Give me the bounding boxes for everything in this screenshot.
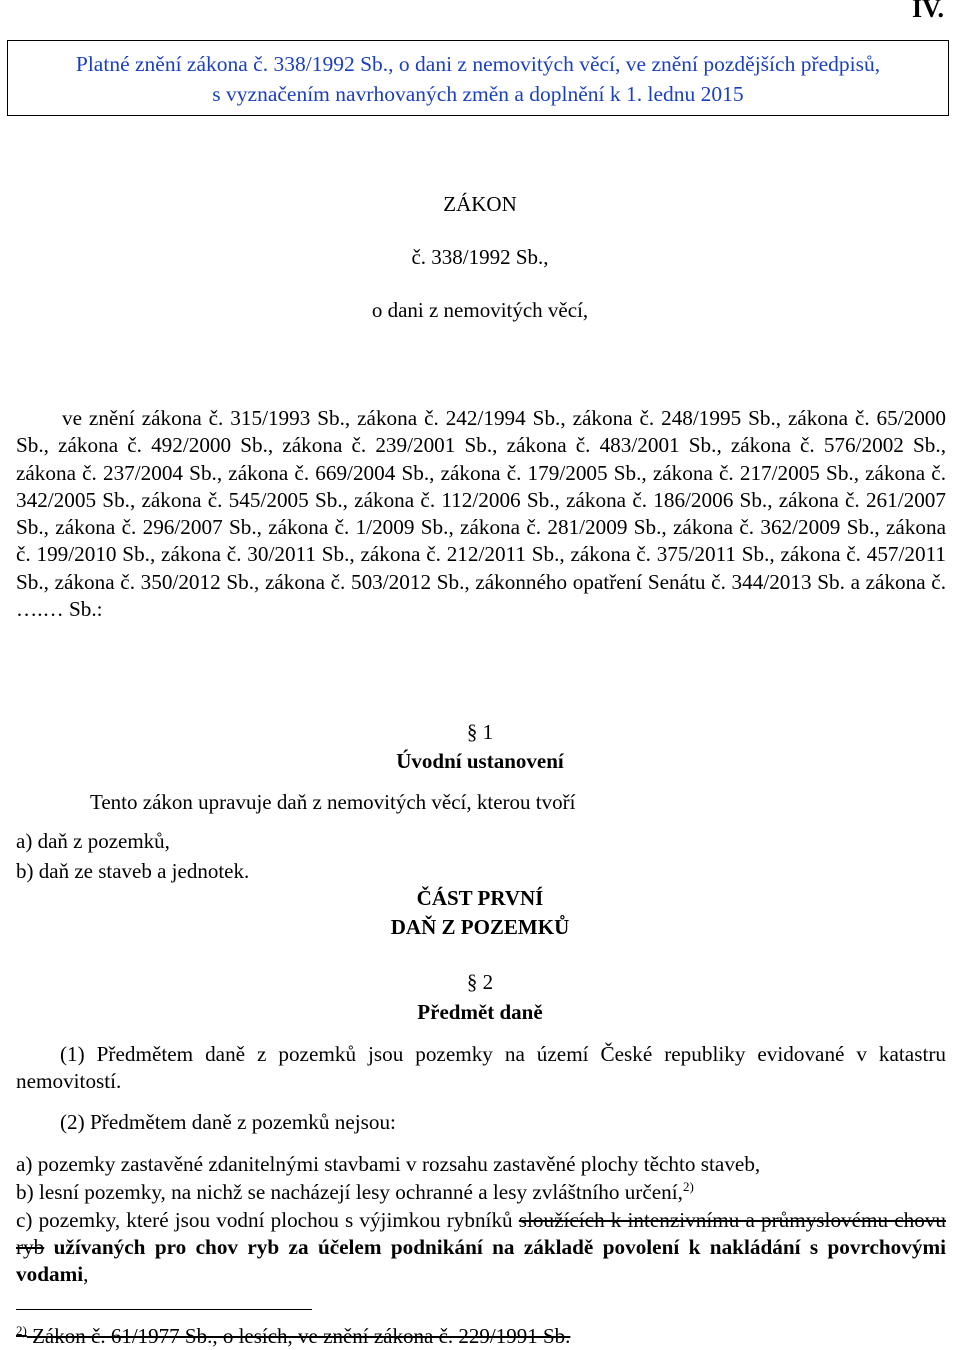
- section-2-item-b: b) lesní pozemky, na nichž se nacházejí lesy ochranné a lesy zvláštního určení,: [16, 1180, 683, 1204]
- section-2-heading: Předmět daně: [417, 1000, 543, 1024]
- section-2-item-a: a) pozemky zastavěné zdanitelnými stavbami v rozsahu zastavěné plochy těchto staveb,: [16, 1152, 761, 1176]
- section-1-heading: Úvodní ustanovení: [396, 749, 564, 773]
- footnote-reference: 2): [682, 1179, 694, 1194]
- section-1-intro: Tento zákon upravuje daň z nemovitých věcí, kterou tvoří: [90, 790, 576, 814]
- header-box: [7, 40, 949, 116]
- law-subject: o dani z nemovitých věcí,: [371, 298, 589, 322]
- header-line-1: Platné znění zákona č. 338/1992 Sb., o dani z nemovitých věcí, ve znění pozdějších předpisů,: [75, 52, 881, 76]
- law-number: č. 338/1992 Sb.,: [411, 245, 549, 269]
- document-number: IV.: [911, 0, 944, 23]
- section-1-number: § 1: [466, 720, 494, 744]
- footnote-marker: 2): [16, 1323, 27, 1338]
- section-2-number: § 2: [466, 970, 494, 994]
- section-2-paragraph-1: (1) Předmětem daně z pozemků jsou pozemky na území České republiky evidované v katastru nemovitostí.: [16, 1042, 946, 1093]
- section-2-paragraph-2: (2) Předmětem daně z pozemků nejsou:: [60, 1110, 396, 1134]
- part-title: ČÁST PRVNÍ: [416, 886, 544, 910]
- amendments-text: ve znění zákona č. 315/1993 Sb., zákona č. 242/1994 Sb., zákona č. 248/1995 Sb., zákona č. 65/2000 Sb., zákona č. 492/2000 Sb., zákona č. 239/2001 Sb., zákona č. 483/2001 Sb., zákona č. 576/2002 Sb., zákona č. 237/2004 Sb., zákona č. 669/2004 Sb., zákona č. 179/2005 Sb., zákona č. 217/2005 Sb., zákona č. 342/2005 Sb., zákona č. 545/2005 Sb., zákona č. 112/2006 Sb., zákona č. 186/2006 Sb., zákona č. 261/2007 Sb., zákona č. 296/2007 Sb., zákona č. 1/2009 Sb., zákona č. 281/2009 Sb., zákona č. 362/2009 Sb., zákona č. 199/2010 Sb., zákona č. 30/2011 Sb., zákona č. 212/2011 Sb., zákona č. 375/2011 Sb., zákona č. 457/2011 Sb., zákona č. 350/2012 Sb., zákona č. 503/2012 Sb., zákonného opatření Senátu č. 344/2013 Sb. a zákona č. ….… Sb.:: [16, 406, 946, 622]
- section-1-item-b: b) daň ze staveb a jednotek.: [16, 859, 250, 883]
- section-2-item-c-new-text: užívaných pro chov ryb za účelem podnikání na základě povolení k nakládání s povrchovými vodami: [16, 1235, 946, 1286]
- footnote-separator: [16, 1309, 312, 1310]
- section-1-item-a: a) daň z pozemků,: [16, 829, 170, 853]
- section-2-item-c: [16, 1207, 946, 1288]
- section-2-item-b-line: [16, 1179, 946, 1206]
- section-2-item-c-deleted-text: sloužících k intenzivnímu a průmyslovému chovu ryb: [16, 1208, 947, 1259]
- section-2-item-c-end: ,: [83, 1262, 89, 1286]
- footnote: [16, 1324, 570, 1349]
- section-2-item-c-start: c) pozemky, které jsou vodní plochou s výjimkou rybníků: [16, 1208, 513, 1232]
- footnote-text: Zákon č. 61/1977 Sb., o lesích, ve znění zákona č. 229/1991 Sb.: [32, 1324, 571, 1348]
- amendments-paragraph: [16, 405, 946, 623]
- header-line-2: s vyznačením navrhovaných změn a doplnění k 1. lednu 2015: [212, 82, 744, 106]
- law-title: ZÁKON: [443, 192, 517, 216]
- part-subtitle: DAŇ Z POZEMKŮ: [390, 915, 570, 939]
